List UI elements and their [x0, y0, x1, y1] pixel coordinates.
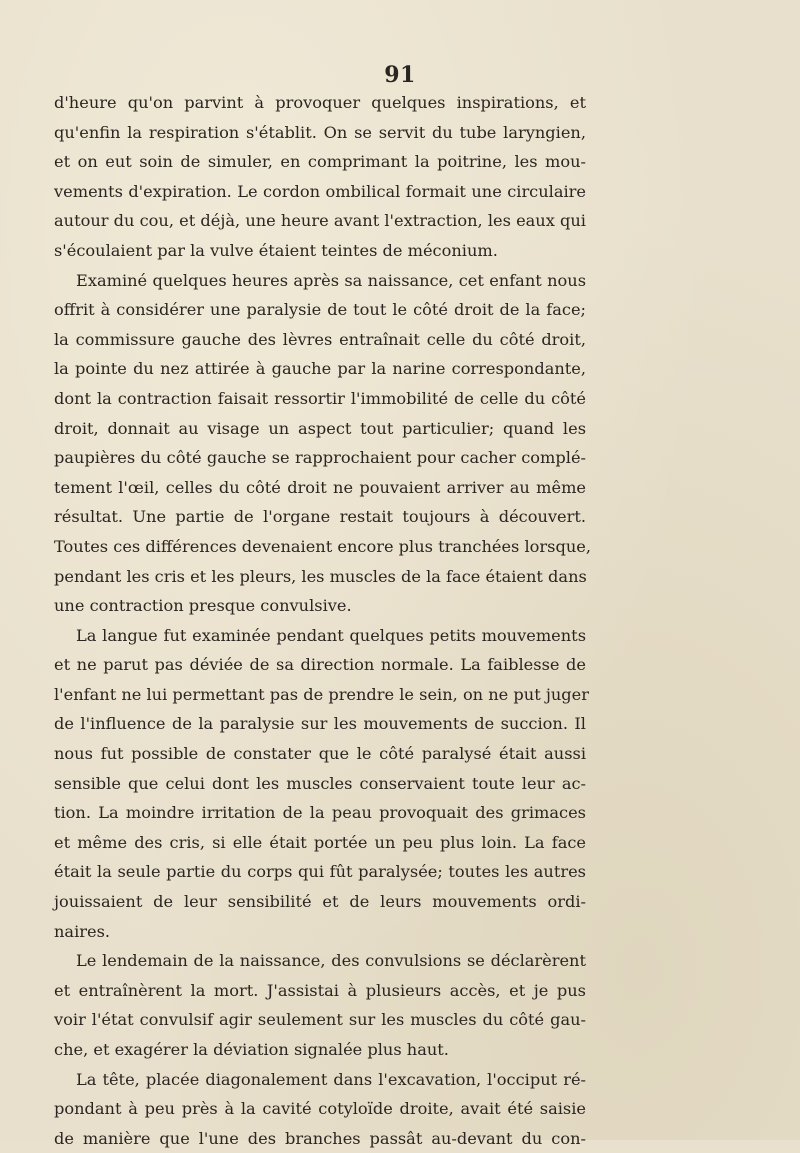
text-line: tion. La moindre irritation de la peau provoquait des grimaces [54, 803, 586, 823]
text-line: Le lendemain de la naissance, des convulsions se déclarèrent [76, 951, 586, 971]
text-line: était la seule partie du corps qui fût paralysée; toutes les autres [54, 862, 586, 882]
page-number: 91 [384, 62, 416, 88]
text-line: offrit à considérer une paralysie de tout le côté droit de la face; [54, 300, 586, 320]
text-line: naires. [54, 921, 111, 941]
text-line: nous fut possible de constater que le côté paralysé était aussi [54, 744, 586, 764]
text-line: che, et exagérer la déviation signalée plus haut. [54, 1040, 449, 1059]
text-line: qu'enfin la respiration s'établit. On se servit du tube laryngien, [54, 122, 586, 142]
text-line: autour du cou, et déjà, une heure avant l'extraction, les eaux qui [54, 211, 586, 231]
text-line: La tête, placée diagonalement dans l'excavation, l'occiput ré- [76, 1069, 586, 1089]
text-line: et même des cris, si elle était portée un peu plus loin. La face [54, 832, 586, 852]
body-text [54, 88, 591, 1153]
text-line: droit, donnait au visage un aspect tout particulier; quand les [54, 418, 586, 438]
text-line: et entraînèrent la mort. J'assistai à plusieurs accès, et je pus [54, 980, 586, 1000]
text-line: tement l'œil, celles du côté droit ne pouvaient arriver au même [54, 477, 586, 497]
text-line: voir l'état convulsif agir seulement sur les muscles du côté gau- [54, 1010, 586, 1030]
text-line: une contraction presque convulsive. [54, 596, 352, 616]
text-line: s'écoulaient par la vulve étaient teintes de méconium. [54, 240, 498, 260]
text-line: sensible que celui dont les muscles conservaient toute leur ac- [54, 773, 586, 793]
text-line: paupières du côté gauche se rapprochaient pour cacher complé- [54, 448, 586, 468]
paragraph [54, 88, 586, 266]
text-line: pendant les cris et les pleurs, les muscles de la face étaient dans [54, 566, 587, 586]
paragraph [54, 946, 586, 1064]
text-line: d'heure qu'on parvint à provoquer quelques inspirations, et [54, 93, 586, 112]
paragraph [54, 621, 589, 947]
text-line: l'enfant ne lui permettant pas de prendre le sein, on ne put juger [54, 684, 589, 704]
text-line: La langue fut examinée pendant quelques petits mouvements [76, 625, 586, 645]
text-line: et ne parut pas déviée de sa direction normale. La faiblesse de [54, 655, 586, 675]
text-line: dont la contraction faisait ressortir l'immobilité de celle du côté [54, 388, 586, 408]
text-line: résultat. Une partie de l'organe restait toujours à découvert. [54, 507, 586, 527]
text-line: de l'influence de la paralysie sur les mouvements de succion. Il [54, 714, 586, 734]
text-line: de manière que l'une des branches passât au-devant du con- [54, 1128, 586, 1148]
text-line: Toutes ces différences devenaient encore plus tranchées lorsque, [54, 536, 591, 556]
paragraph [54, 266, 591, 621]
text-line: vements d'expiration. Le cordon ombilical formait une circulaire [54, 181, 586, 201]
text-line: et on eut soin de simuler, en comprimant la poitrine, les mou- [54, 152, 586, 172]
text-line: jouissaient de leur sensibilité et de leurs mouvements ordi- [54, 892, 586, 912]
text-line: la commissure gauche des lèvres entraînait celle du côté droit, [54, 329, 586, 349]
text-line: pondant à peu près à la cavité cotyloïde droite, avait été saisie [54, 1099, 586, 1119]
text-line: Examiné quelques heures après sa naissance, cet enfant nous [76, 270, 586, 290]
text-line: la pointe du nez attirée à gauche par la narine correspondante, [54, 359, 586, 379]
